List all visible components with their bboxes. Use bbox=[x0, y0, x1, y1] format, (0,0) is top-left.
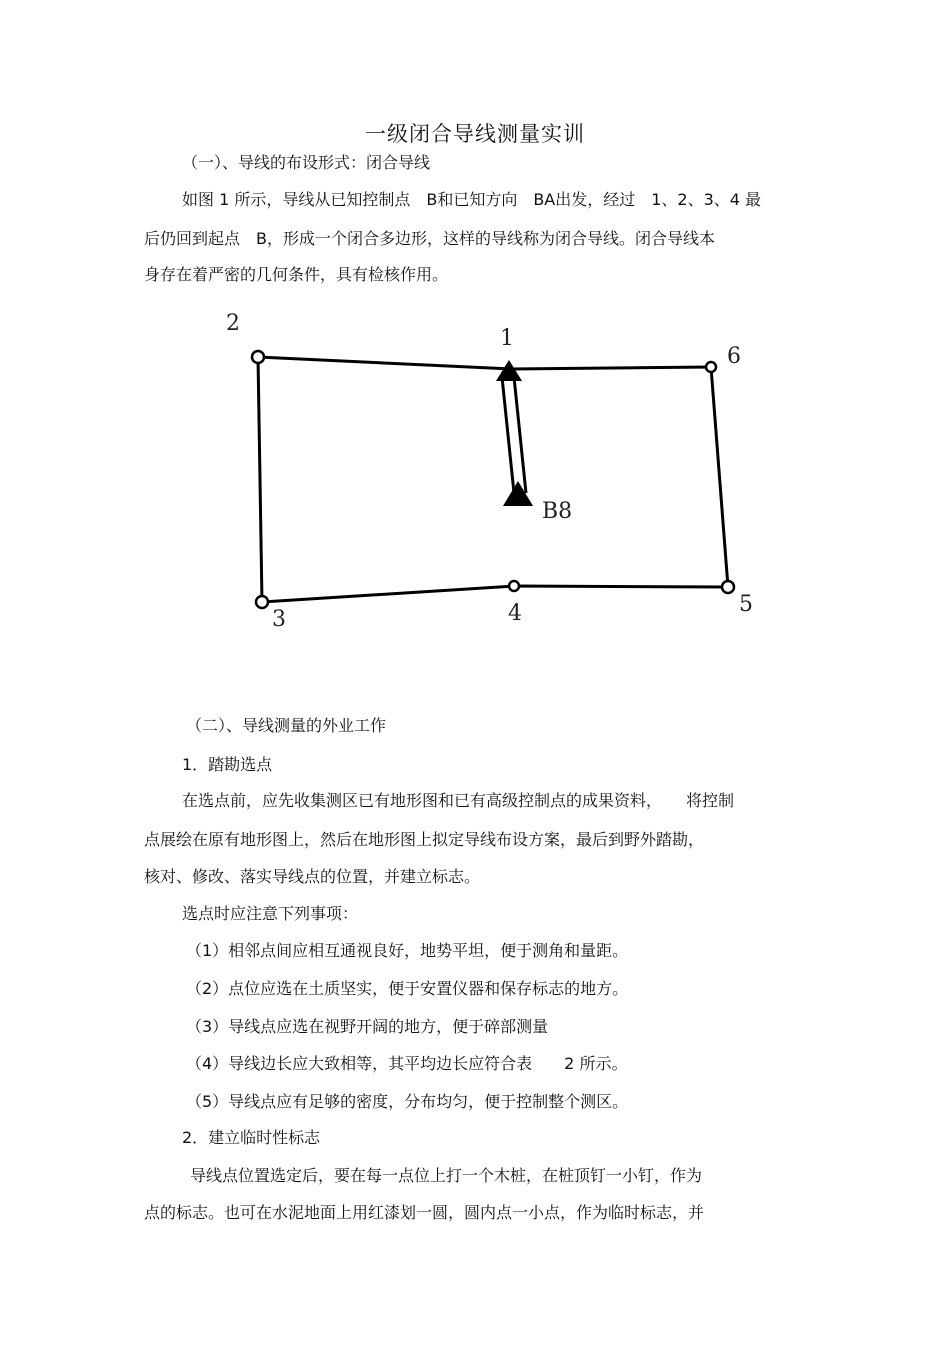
list-item: （3）导线点应选在视野开阔的地方，便于碎部测量 bbox=[186, 1017, 549, 1036]
section-heading-1: （一）、导线的布设形式：闭合导线 bbox=[182, 153, 431, 172]
label-6: 6 bbox=[727, 344, 741, 369]
paragraph-line: 后仍回到起点 B，形成一个闭合多边形，这样的导线称为闭合导线。闭合导线本 bbox=[144, 229, 715, 248]
label-5: 5 bbox=[739, 592, 753, 617]
label-4: 4 bbox=[508, 601, 522, 626]
control-point-b8-triangle bbox=[503, 481, 533, 506]
station-5-marker bbox=[722, 581, 734, 593]
label-1: 1 bbox=[500, 326, 514, 351]
list-item: （5）导线点应有足够的密度，分布均匀，便于控制整个测区。 bbox=[186, 1092, 629, 1111]
subheading-2: 2．建立临时性标志 bbox=[182, 1128, 321, 1147]
paragraph-line: 点展绘在原有地形图上，然后在地形图上拟定导线布设方案，最后到野外踏勘， bbox=[144, 830, 705, 849]
paragraph-line: 导线点位置选定后，要在每一点位上打一个木桩，在桩顶钉一小钉，作为 bbox=[190, 1166, 703, 1185]
list-item: （4）导线边长应大致相等，其平均边长应符合表 2 所示。 bbox=[186, 1054, 628, 1073]
station-2-marker bbox=[252, 351, 264, 363]
list-item: （1）相邻点间应相互通视良好，地势平坦，便于测角和量距。 bbox=[186, 941, 629, 960]
subheading-1: 1．踏勘选点 bbox=[182, 755, 273, 774]
list-item: （2）点位应选在土质坚实，便于安置仪器和保存标志的地方。 bbox=[186, 979, 629, 998]
paragraph-line: 核对、修改、落实导线点的位置，并建立标志。 bbox=[144, 867, 481, 886]
list-intro: 选点时应注意下列事项： bbox=[182, 904, 359, 923]
label-3: 3 bbox=[272, 607, 286, 632]
closed-traverse-diagram bbox=[200, 300, 780, 640]
station-4-marker bbox=[509, 581, 519, 591]
control-point-1-triangle bbox=[496, 360, 522, 381]
label-2: 2 bbox=[226, 311, 240, 336]
paragraph-line: 点的标志。也可在水泥地面上用红漆划一圆，圆内点一小点，作为临时标志，并 bbox=[144, 1203, 705, 1222]
station-3-marker bbox=[256, 596, 268, 608]
station-6-marker bbox=[706, 362, 716, 372]
paragraph-line: 如图 1 所示，导线从已知控制点 B和已知方向 BA出发，经过 1、2、3、4 最 bbox=[182, 190, 762, 209]
section-heading-2: （二）、导线测量的外业工作 bbox=[186, 716, 387, 735]
document-title: 一级闭合导线测量实训 bbox=[365, 122, 585, 146]
paragraph-line: 在选点前，应先收集测区已有地形图和已有高级控制点的成果资料， 将控制 bbox=[182, 791, 735, 810]
label-b8: B8 bbox=[542, 499, 573, 524]
paragraph-line: 身存在着严密的几何条件，具有检核作用。 bbox=[144, 265, 449, 284]
